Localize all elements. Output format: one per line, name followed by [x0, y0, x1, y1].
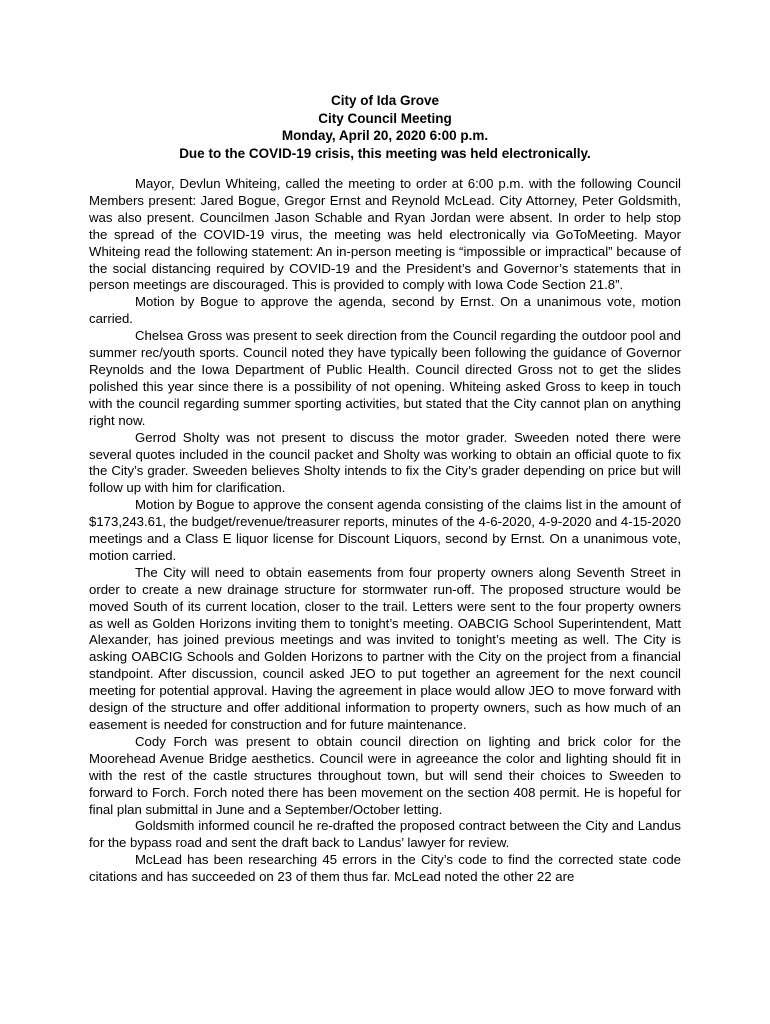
paragraph-pool-rec: Chelsea Gross was present to seek direction from the Council regarding the outdoor pool and summer rec/youth sports. Council noted they have typically been following the guidance of Governor Reynolds and the Iowa Department of Public Health. Council directed Gross not to get the slides polished this year since there is a possibility of not opening. Whiteing asked Gross to keep in touch with the council regarding summer sporting activities, but stated that the City cannot plan on anything right now. [89, 328, 681, 428]
meeting-date-heading: Monday, April 20, 2020 6:00 p.m. [281, 128, 489, 143]
covid-notice-heading: Due to the COVID-19 crisis, this meeting was held electronically. [179, 145, 591, 161]
paragraph-easements: The City will need to obtain easements from four property owners along Seventh Street in order to create a new drainage structure for stormwater run-off. The proposed structure would be moved South of its current location, closer to the trail. Letters were sent to the four property owners as well as Golden Horizons inviting them to tonight’s meeting. OABCIG School Superintendent, Matt Alexander, has joined previous meetings and was invited to tonight’s meeting as well. The City is asking OABCIG Schools and Golden Horizons to partner with the City on the project from a financial standpoint. After discussion, council asked JEO to put together an agreement for the next council meeting for potential approval. Having the agreement in place would allow JEO to move forward with design of the structure and offer additional information to property owners, such as how much of an easement is needed for construction and for future maintenance. [89, 564, 681, 732]
document-header [89, 92, 681, 162]
paragraph-code-errors: McLead has been researching 45 errors in the City’s code to find the corrected state code citations and has succeeded on 23 of them thus far. McLead noted the other 22 are [89, 852, 681, 885]
city-name-heading: City of Ida Grove [330, 93, 440, 108]
paragraph-agenda-motion: Motion by Bogue to approve the agenda, second by Ernst. On a unanimous vote, motion carried. [89, 294, 681, 327]
paragraph-bridge-aesthetics: Cody Forch was present to obtain council direction on lighting and brick color for the Moorehead Avenue Bridge aesthetics. Council were in agreeance the color and lighting should fit in with the rest of the castle structures throughout town, but will send their choices to Sweeden to forward to Forch. Forch noted there has been movement on the section 408 permit. He is hopeful for final plan submittal in June and a September/October letting. [89, 733, 681, 817]
minutes-body [89, 176, 681, 886]
meeting-title-heading: City Council Meeting [318, 110, 452, 126]
paragraph-motor-grader: Gerrod Sholty was not present to discuss the motor grader. Sweeden noted there were several quotes included in the council packet and Sholty was working to obtain an official quote to fix the City’s grader. Sweeden believes Sholty intends to fix the City’s grader depending on price but will follow up with him for clarification. [89, 429, 681, 496]
paragraph-landus-contract: Goldsmith informed council he re-drafted the proposed contract between the City and Landus for the bypass road and sent the draft back to Landus’ lawyer for review. [89, 818, 681, 851]
paragraph-call-to-order: Mayor, Devlun Whiteing, called the meeting to order at 6:00 p.m. with the following Council Members present: Jared Bogue, Gregor Ernst and Reynold McLead. City Attorney, Peter Goldsmith, was also present. Councilmen Jason Schable and Ryan Jordan were absent. In order to help stop the spread of the COVID-19 virus, the meeting was held electronically via GoToMeeting. Mayor Whiteing read the following statement: An in-person meeting is “impossible or impractical” because of the social distancing required by COVID-19 and the President’s and Governor’s statements that in person meetings are discouraged. This is provided to comply with Iowa Code Section 21.8”. [89, 176, 681, 293]
paragraph-consent-agenda: Motion by Bogue to approve the consent agenda consisting of the claims list in the amount of $173,243.61, the budget/revenue/treasurer reports, minutes of the 4-6-2020, 4-9-2020 and 4-15-2020 meetings and a Class E liquor license for Discount Liquors, second by Ernst. On a unanimous vote, motion carried. [89, 497, 681, 563]
document-page [89, 92, 681, 886]
